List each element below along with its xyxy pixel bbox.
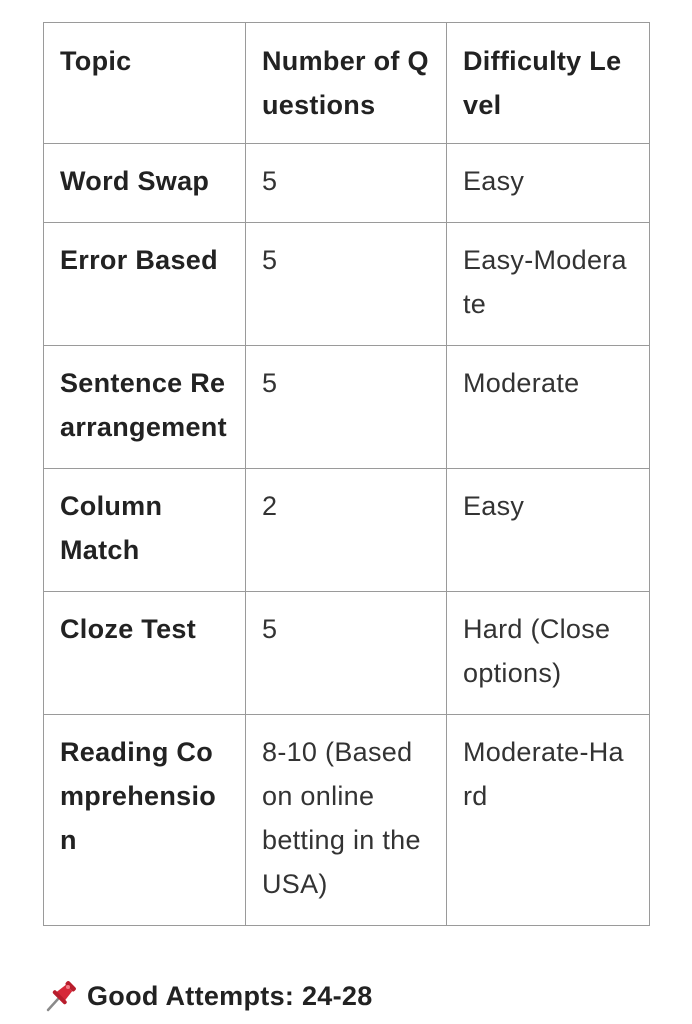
questions-cell: 2 (246, 469, 447, 592)
difficulty-cell: Hard (Close options) (447, 592, 650, 715)
topic-cell: Column Match (44, 469, 246, 592)
table-header (44, 23, 650, 144)
topic-cell: Sentence Rearrangement (44, 346, 246, 469)
exam-analysis-table (43, 22, 650, 926)
header-number-of-questions: Number of Questions (246, 23, 447, 144)
questions-cell: 5 (246, 346, 447, 469)
table-body (44, 144, 650, 926)
difficulty-cell: Moderate-Hard (447, 715, 650, 926)
header-difficulty-level: Difficulty Level (447, 23, 650, 144)
table-row (44, 346, 650, 469)
questions-cell: 8-10 (Based on online betting in the USA) (246, 715, 447, 926)
good-attempts-text: Good Attempts: 24-28 (87, 980, 373, 1011)
table-row (44, 144, 650, 223)
questions-cell: 5 (246, 592, 447, 715)
difficulty-cell: Moderate (447, 346, 650, 469)
topic-cell: Cloze Test (44, 592, 246, 715)
table-row (44, 715, 650, 926)
difficulty-cell: Easy-Moderate (447, 223, 650, 346)
table-row (44, 469, 650, 592)
pushpin-icon (43, 978, 79, 1014)
topic-cell: Error Based (44, 223, 246, 346)
questions-cell: 5 (246, 144, 447, 223)
topic-cell: Reading Comprehension (44, 715, 246, 926)
difficulty-cell: Easy (447, 469, 650, 592)
header-topic: Topic (44, 23, 246, 144)
questions-cell: 5 (246, 223, 447, 346)
table-row (44, 223, 650, 346)
table-row (44, 592, 650, 715)
difficulty-cell: Easy (447, 144, 650, 223)
header-row (44, 23, 650, 144)
topic-cell: Word Swap (44, 144, 246, 223)
good-attempts-line (43, 974, 373, 1018)
